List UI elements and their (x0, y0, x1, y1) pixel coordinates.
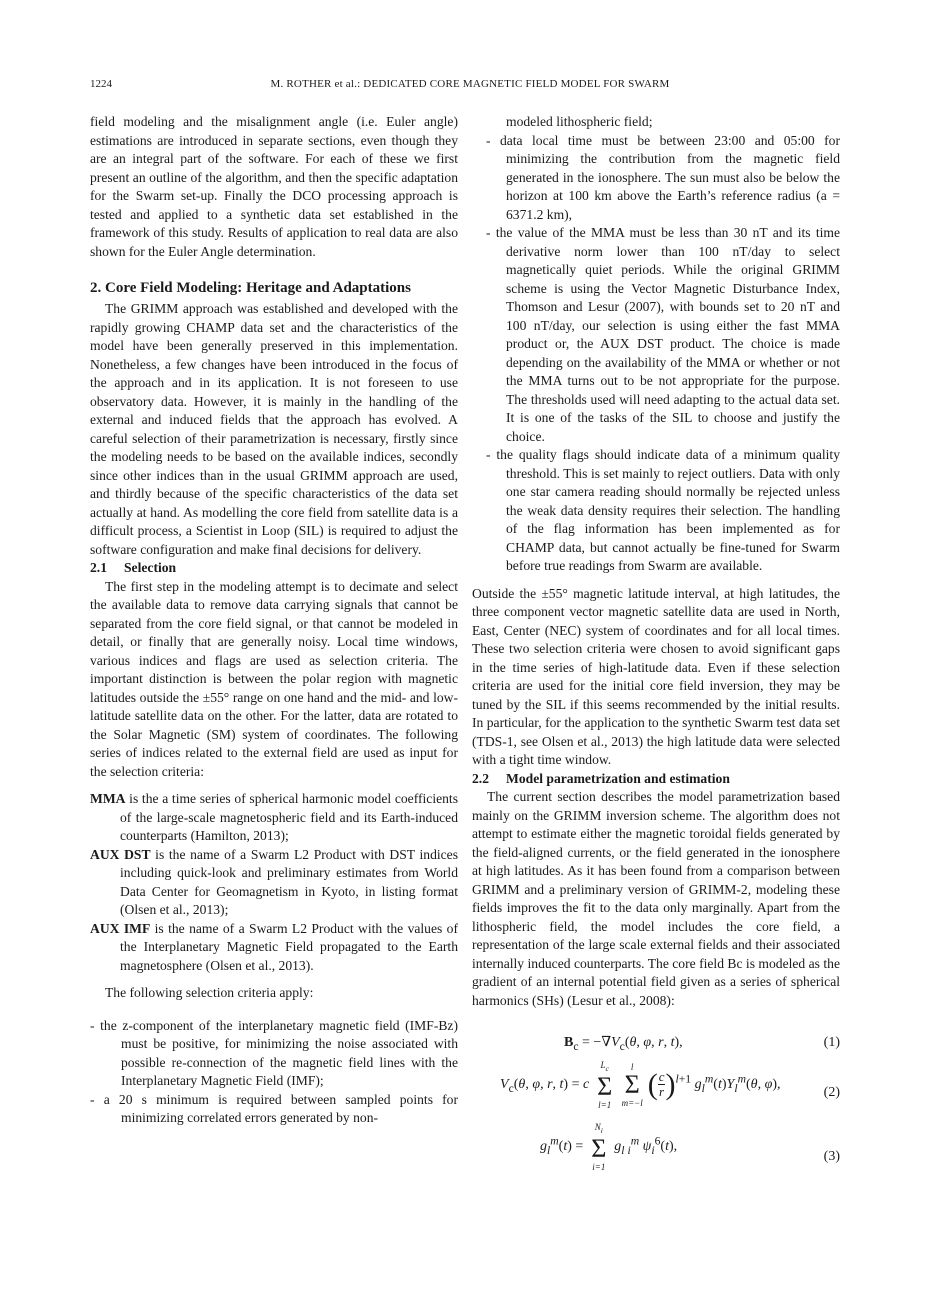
section-2-paragraph: The GRIMM approach was established and developed with the rapidly growing CHAMP data set and the characteristics of the model have been generally preserved in this implementation. Nonetheless, a few changes have been introduced in the focus of the approach and in its application. It is not foreseen to use observatory data. However, it is mainly in the handling of the external and induced fields that the approach has evolved. A careful selection of their parametrization is necessary, firstly since the modeling needs to be based on the available indices, secondly since other indices than in the usual GRIMM approach are used, and thirdly because of the specific characteristics of the data set actually at hand. As modelling the core field from satellite data is a difficult process, a Scientist in Loop (SIL) is required to adjust the software configuration and make final decisions for delivery. (90, 301, 458, 557)
criteria-item: - the quality flags should indicate data of a minimum quality threshold. This is set mainly to reject outliers. Data with only one star camera reading should normally be rejected unless the weak data density requires their selection. The handling of the flag information has been implemented as for CHAMP data, but cannot actually be fine-tuned for Swarm before true readings from Swarm are available. (486, 447, 840, 573)
criteria-item: - the z-component of the interplanetary magnetic field (IMF-Bz) must be positive, for minimizing the noise associated with possible re-connection of the magnetic field lines with the Interplanetary Magnetic Field (IMF); (90, 1017, 458, 1088)
subsection-number: 2.2 (472, 770, 489, 786)
equation-3-number: (3) (823, 1149, 840, 1164)
definition-item (90, 790, 458, 846)
equation-3: $g_l^m(t)$ = $N_i$ Σ i=1 $g_{l i}^m$ $\psi_i^6(t)$, (540, 1122, 678, 1172)
definition-text: is the name of a Swarm L2 Product with DST indices including quick-look and preliminary estimates from World Data Center for Geomagnetism in Kyoto, in listing format (Olsen et al., 2013); (120, 846, 458, 917)
criteria-intro: The following selection criteria apply: (105, 985, 314, 1000)
subsection-2-2-heading (472, 770, 840, 789)
equation-1-number: (1) (823, 1035, 840, 1050)
right-column (472, 113, 840, 1184)
criteria-item: - the value of the MMA must be less than 30 nT and its time derivative norm lower than 100 nT/day to select magnetically quiet periods. While the original GRIMM scheme is using the Vector Magnetic Disturbance Index, Thomson and Lesur (2007), with bounds set to 20 nT and 100 nT/day, our selection is using either the fast MMA product or, the AUX DST product. The choice is made depending on the availability of the MMA or whether or not the MMA turns out to be not appropriate for the purpose. The thresholds used will need adapting to the actual data set. It is one of the tasks of the SIL to choose and justify the choice. (486, 225, 840, 444)
subsection-title: Selection (124, 560, 177, 575)
criteria-item: - data local time must be between 23:00 and 05:00 for minimizing the contribution from the magnetic field generated in the ionosphere. The sun must also be below the horizon at 100 km above the Earth’s reference radius (a = 6371.2 km), (486, 132, 840, 222)
equation-2: $V_c(\theta$, φ, r, t) = c $L_c$ Σ l=1 l Σ m=−l ( $\frac{c}{r}$ )$^{l+1}$ $g_l^m(t)Y_l^m(\theta$, φ), (500, 1060, 781, 1110)
definition-term: AUX DST (90, 846, 151, 862)
selection-paragraph: The first step in the modeling attempt is to decimate and select the available data to remove data carrying signals that cannot be separated from the core field signal, or that cannot be modeled in detail, or finally that are generally noisy. Local time windows, various indices and flags are used as selection criteria. The important distinction is between the polar region with magnetic latitudes outside the ±55° range on one hand and the mid- and low-latitude satellite data on the other. For the latter, data are rotated to the Solar Magnetic (SM) system of coordinates. The following series of indices related to the external field are used as input for the selection criteria: (90, 578, 458, 779)
page-header (0, 78, 925, 96)
definition-item (90, 920, 458, 976)
high-latitude-paragraph: Outside the ±55° magnetic latitude interval, at high latitudes, the three component vector magnetic satellite data are used in North, East, Center (NEC) system of coordinates and for all local times. These two selection criteria were chosen to avoid significant gaps in the time series of high-latitude data. Even if these selection criteria are used for the initial core field inversion, they may be tuned by the SIL if this seems recommended by the initial results. In particular, for the application to the synthetic Swarm test data set (TDS-1, see Olsen et al., 2013) the high latitude data were selected with a tight time window. (472, 585, 840, 767)
equations-block (472, 1034, 840, 1184)
definition-term: MMA (90, 791, 126, 806)
continued-text: modeled lithospheric field; (506, 114, 653, 129)
definition-text: is the a time series of spherical harmonic model coefficients of the large-scale magnetospheric field and its Earth-induced counterparts (Hamilton, 2013); (120, 791, 458, 843)
definition-text: is the name of a Swarm L2 Product with the values of the Interplanetary Magnetic Field propagated to the Earth magnetosphere (Olsen et al., 2013). (120, 920, 458, 973)
subsection-title: Model parametrization and estimation (506, 770, 730, 786)
equation-1: $B_c = -\nabla V_c(\theta$, φ, r, t), (564, 1035, 683, 1053)
subsection-2-1-heading (90, 559, 458, 578)
running-title: M. ROTHER et al.: DEDICATED CORE MAGNETIC FIELD MODEL FOR SWARM (270, 78, 670, 90)
intro-paragraph: field modeling and the misalignment angle (i.e. Euler angle) estimations are introduced in separate sections, even though they are an integral part of the software. For each of these we first present an outline of the algorithm, and then the specific adaptation for the Swarm set-up. Finally the DCO processing approach is tested and applied to a synthetic data set established in the framework of this study. Results of application to real data are also shown for the Euler Angle determination. (90, 114, 458, 259)
definition-term: AUX IMF (90, 920, 151, 936)
criteria-item: - a 20 s minimum is required between sampled points for minimizing correlated errors generated by non- (90, 1091, 458, 1125)
left-column (90, 113, 458, 1128)
section-2-heading: 2. Core Field Modeling: Heritage and Adaptations (90, 280, 411, 296)
subsection-number: 2.1 (90, 560, 107, 575)
page-number: 1224 (90, 78, 112, 90)
parametrization-paragraph: The current section describes the model parametrization based mainly on the GRIMM inversion scheme. The algorithm does not attempt to estimate either the magnetic toroidal fields generated by the field-aligned currents, or the field generated in the ionosphere at high latitudes. As it has been found from a comparison between GRIMM and a preliminary version of GRIMM-2, modeling these fields improves the fit to the data only marginally. Apart from the lithospheric field, the model includes the core field, a representation of the large scale external fields and their associated internally induced counterparts. The core field Bc is modeled as the gradient of an internal potential field given as a series of spherical harmonics (SHs) (Lesur et al., 2008): (472, 789, 840, 1008)
equation-2-number: (2) (823, 1085, 840, 1100)
definition-item (90, 846, 458, 920)
